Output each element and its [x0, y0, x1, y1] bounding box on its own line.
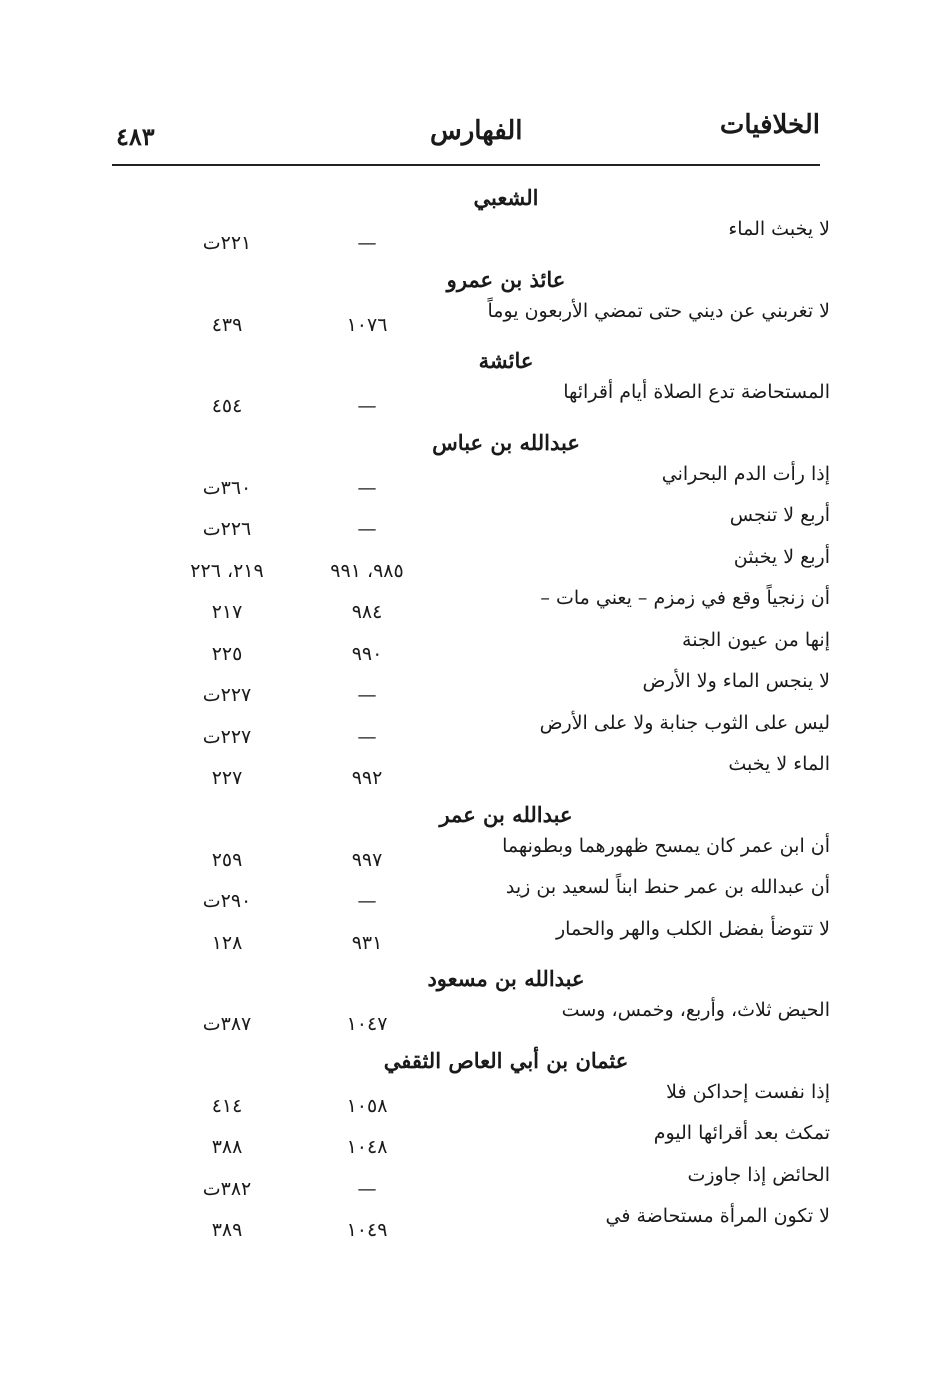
- index-entry: [112, 587, 830, 629]
- entry-ref-number: ٩٨٥، ٩٩١: [330, 559, 404, 582]
- entry-page-number: ٤١٤: [211, 1094, 243, 1117]
- entry-text: أن ابن عمر كان يمسح ظهورهما وبطونهما: [502, 834, 830, 857]
- entry-ref-number: ١٠٧٦: [346, 313, 388, 336]
- entry-page-number: ١٢٨: [211, 931, 243, 954]
- entry-text: الحائض إذا جاوزت: [687, 1163, 830, 1186]
- index-entry: [112, 1081, 830, 1123]
- index-body: [112, 178, 830, 1247]
- entry-ref-number: ١٠٥٨: [346, 1094, 388, 1117]
- entry-page-number: ٤٥٤: [211, 395, 243, 417]
- entry-page-number: ٣٨٢ت: [202, 1177, 252, 1200]
- entry-ref-number: —: [357, 684, 377, 706]
- entry-ref-number: ٩٨٤: [351, 601, 383, 623]
- entry-ref-number: ١٠٤٩: [346, 1219, 388, 1241]
- entry-page-number: ٣٨٩: [211, 1219, 243, 1241]
- entry-ref-number: —: [357, 890, 377, 912]
- header-rule: [112, 164, 820, 166]
- entry-ref-number: —: [357, 1177, 377, 1200]
- page-number: ٤٨٣: [116, 122, 155, 151]
- index-entry: [112, 300, 830, 342]
- entry-text: المستحاضة تدع الصلاة أيام أقرائها: [563, 381, 830, 403]
- index-entry: [112, 670, 830, 712]
- entry-text: لا يخبث الماء: [728, 218, 830, 240]
- entry-page-number: ٢٩٠ت: [202, 890, 252, 912]
- entry-ref-number: ١٠٤٧: [346, 1013, 388, 1035]
- entry-page-number: ٣٦٠ت: [202, 476, 252, 499]
- group-title: عبدالله بن مسعود: [427, 966, 585, 991]
- entry-page-number: ٢٢٧ت: [202, 684, 252, 706]
- entry-text: أن عبدالله بن عمر حنط ابناً لسعيد بن زيد: [505, 876, 830, 898]
- index-entry: [112, 876, 830, 918]
- entry-ref-number: ١٠٤٨: [346, 1136, 388, 1158]
- entry-page-number: ٤٣٩: [211, 313, 243, 336]
- group-title: عبدالله بن عباس: [432, 429, 580, 455]
- index-entry: [112, 999, 830, 1041]
- group-title: عثمان بن أبي العاص الثقفي: [383, 1047, 629, 1073]
- entry-text: الحيض ثلاث، وأربع، وخمس، وست: [561, 999, 830, 1021]
- index-entry: [112, 753, 830, 795]
- entry-page-number: ٢٢٥: [211, 642, 243, 665]
- index-entry: [112, 1205, 830, 1247]
- index-entry: [112, 712, 830, 754]
- entry-page-number: ٢١٩، ٢٢٦: [190, 559, 264, 582]
- index-entry: [112, 835, 830, 877]
- group-title: عائذ بن عمرو: [446, 266, 566, 292]
- entry-ref-number: —: [357, 395, 377, 417]
- entry-page-number: ٣٨٧ت: [202, 1013, 252, 1035]
- entry-ref-number: —: [357, 476, 377, 499]
- group-title: عائشة: [478, 348, 534, 373]
- entry-page-number: ٢١٧: [211, 601, 243, 623]
- entry-page-number: ٢٢٧ت: [202, 725, 252, 748]
- entry-ref-number: ٩٩٠: [351, 642, 383, 665]
- index-entry: [112, 504, 830, 546]
- entry-text: تمكث بعد أقرائها اليوم: [653, 1122, 830, 1144]
- index-entry: [112, 1122, 830, 1164]
- section-title: الفهارس: [430, 116, 523, 146]
- index-entry: [112, 381, 830, 423]
- index-entry: [112, 1164, 830, 1206]
- entry-ref-number: ٩٣١: [351, 931, 383, 954]
- book-title: الخلافيات: [719, 110, 820, 140]
- group-title: الشعبي: [473, 185, 539, 210]
- index-entry: [112, 463, 830, 505]
- entry-text: إنها من عيون الجنة: [682, 628, 830, 651]
- entry-ref-number: ٩٩٢: [351, 767, 383, 789]
- entry-ref-number: —: [357, 232, 377, 254]
- entry-text: لا تتوضأ بفضل الكلب والهر والحمار: [555, 917, 830, 940]
- entry-page-number: ٢٥٩: [211, 848, 243, 871]
- entry-page-number: ٢٢١ت: [202, 232, 252, 254]
- entry-page-number: ٢٢٧: [211, 767, 243, 789]
- index-entry: [112, 218, 830, 260]
- index-entry: [112, 546, 830, 588]
- entry-text: أربع لا يخبثن: [733, 545, 830, 568]
- group-title: عبدالله بن عمر: [439, 801, 573, 827]
- entry-text: إذا نفست إحداكن فلا: [666, 1080, 830, 1103]
- entry-ref-number: ٩٩٧: [351, 848, 383, 871]
- entry-text: لا ينجس الماء ولا الأرض: [642, 670, 830, 692]
- page-header: [112, 110, 820, 150]
- index-entry: [112, 629, 830, 671]
- entry-text: لا تغربني عن ديني حتى تمضي الأربعون يوماً: [487, 299, 830, 322]
- entry-page-number: ٢٢٦ت: [202, 518, 252, 540]
- entry-text: لا تكون المرأة مستحاضة في: [605, 1205, 830, 1227]
- entry-text: الماء لا يخبث: [728, 753, 830, 775]
- entry-page-number: ٣٨٨: [211, 1136, 243, 1158]
- entry-text: ليس على الثوب جنابة ولا على الأرض: [539, 711, 830, 734]
- entry-text: أربع لا تنجس: [729, 504, 830, 526]
- index-entry: [112, 918, 830, 960]
- entry-text: إذا رأت الدم البحراني: [661, 462, 830, 485]
- entry-ref-number: —: [357, 518, 377, 540]
- entry-ref-number: —: [357, 725, 377, 748]
- entry-text: أن زنجياً وقع في زمزم – يعني مات –: [540, 587, 830, 609]
